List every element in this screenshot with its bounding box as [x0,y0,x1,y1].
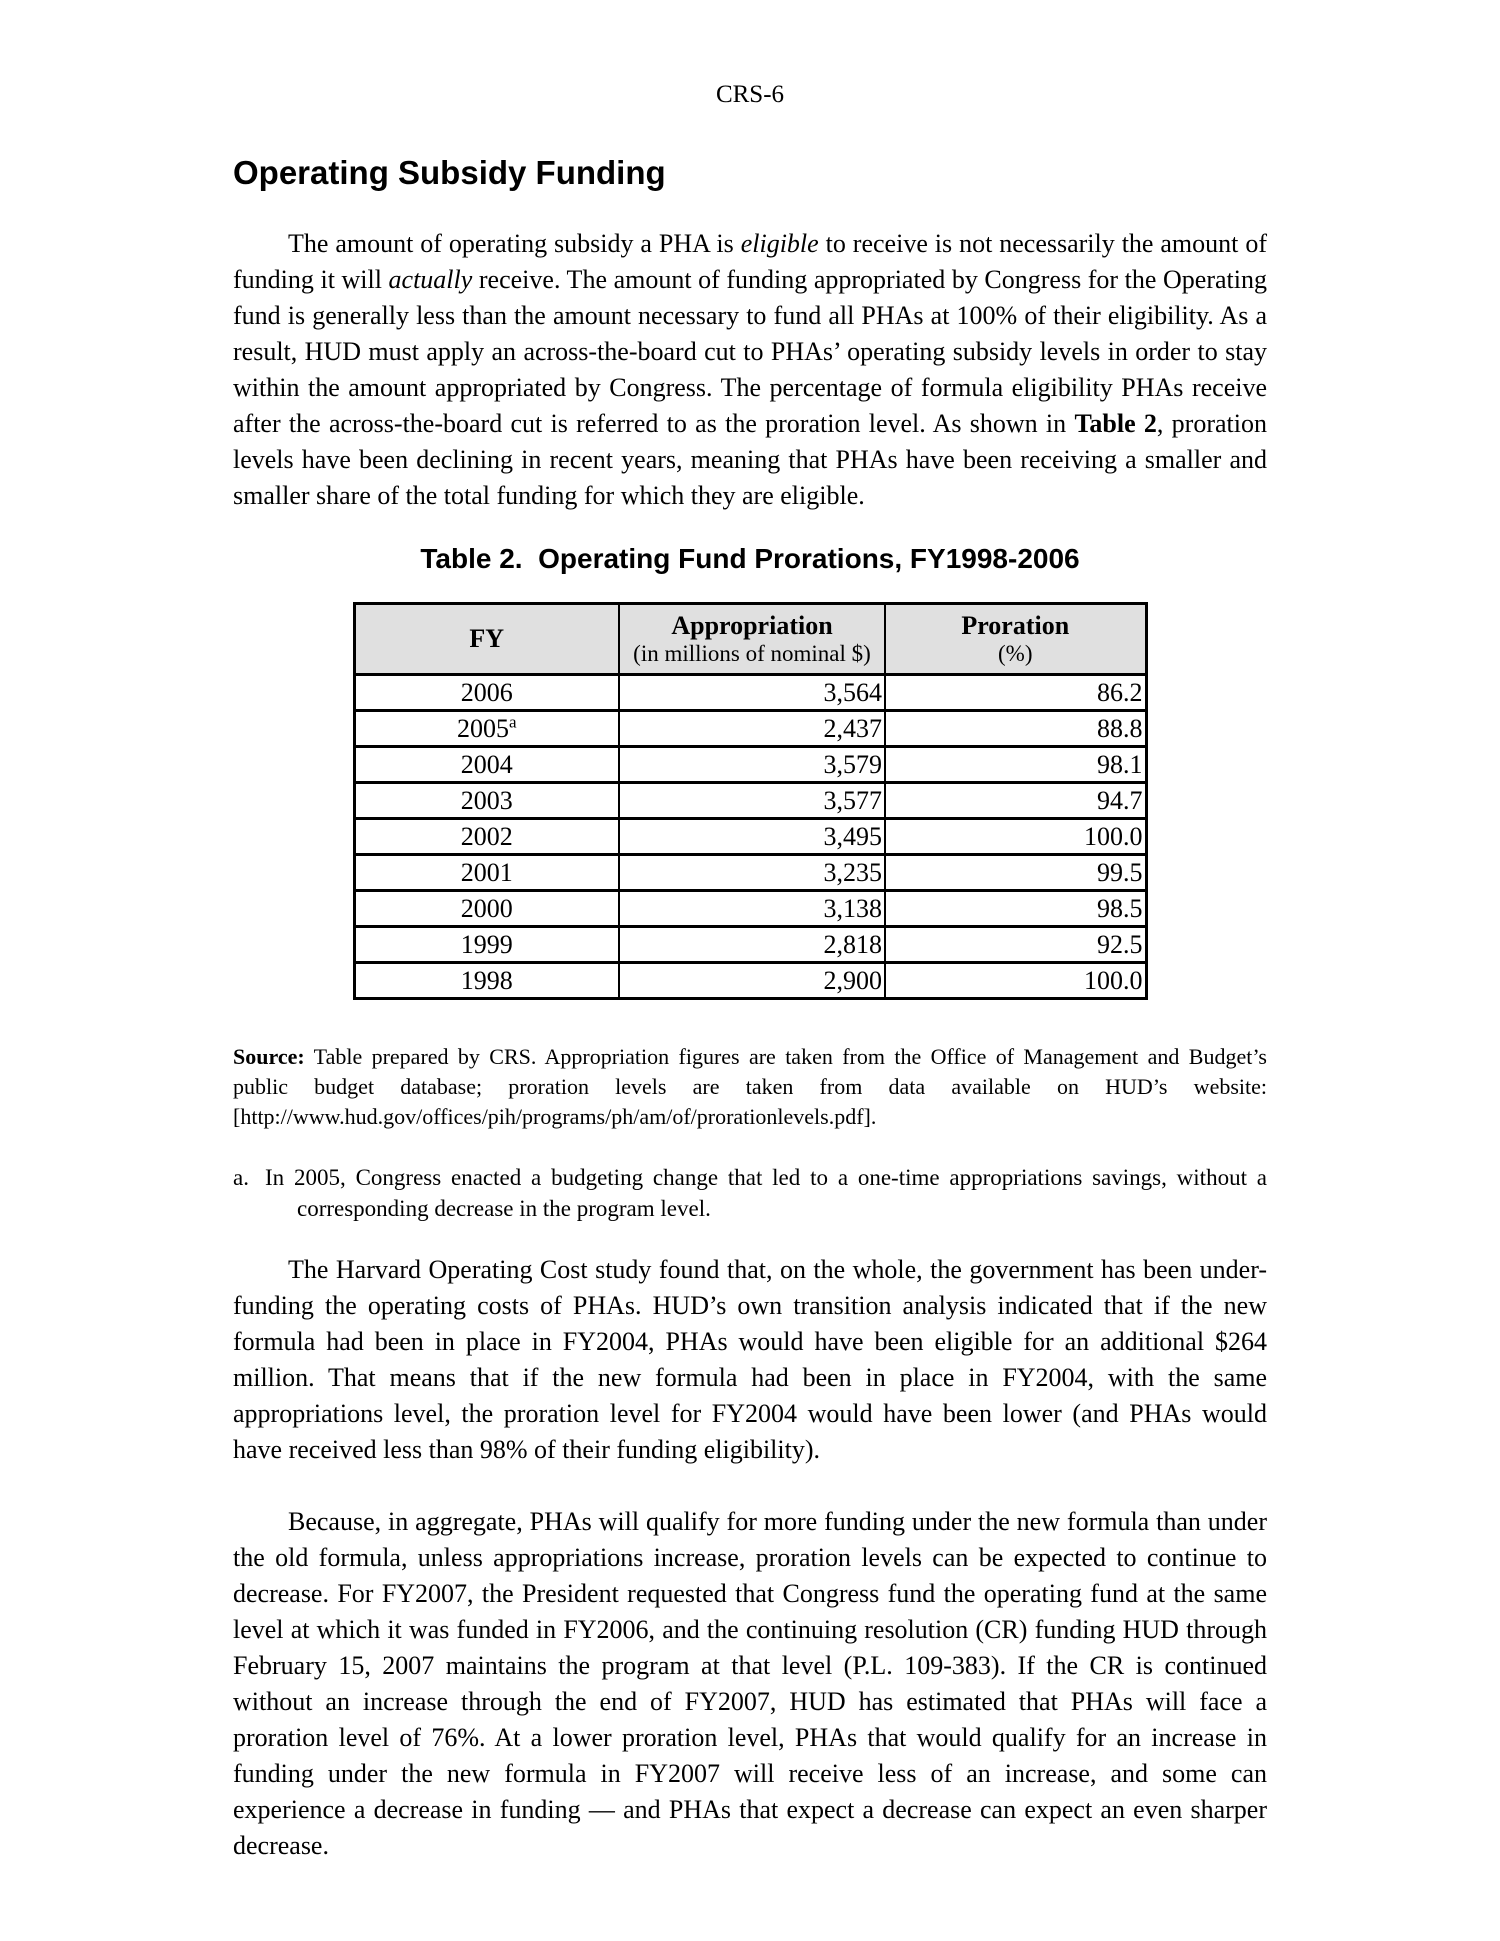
column-header-label: FY [469,624,505,653]
proration-cell: 100.0 [885,819,1146,855]
text-run-bold: Table 2 [1074,409,1157,438]
appropriation-cell: 3,579 [619,747,885,783]
source-text: Table prepared by CRS. Appropriation figures are taken from the Office of Management and Budget’s public budget database; proration levels are taken from data available on HUD’s website: [http://www.hud.gov/offices/pih/programs/ph/am/of/prorationlevels.pdf]. [233,1044,1267,1129]
table-row [354,855,1146,891]
table-row [354,747,1146,783]
table-row [354,783,1146,819]
fy-cell: 2003 [354,783,619,819]
fy-cell: 1999 [354,927,619,963]
text-run: receive. The amount of funding appropriated by Congress for the Operating fund is generally less than the amount necessary to fund all PHAs at 100% of their eligibility. As a result, HUD must apply an across-the-board cut to PHAs’ operating subsidy levels in order to stay within the amount appropriated by Congress. The percentage of formula eligibility PHAs receive after the across-the-board cut is referred to as the proration level. As shown in [233,265,1267,438]
fy-cell: 2002 [354,819,619,855]
fy-cell: 2004 [354,747,619,783]
appropriation-cell: 3,235 [619,855,885,891]
proration-cell: 99.5 [885,855,1146,891]
appropriation-cell: 2,437 [619,711,885,747]
footnote-text: In 2005, Congress enacted a budgeting change that led to a one-time appropriations savings, without a corresponding decrease in the program level. [265,1165,1267,1221]
table-row [354,711,1146,747]
column-header-subtitle: (%) [998,641,1033,666]
source-label: Source: [233,1044,305,1069]
appropriation-cell: 2,818 [619,927,885,963]
text-run-italic: actually [388,265,473,294]
fy-cell: 2006 [354,675,619,711]
fy-cell: 2000 [354,891,619,927]
paragraph-3: Because, in aggregate, PHAs will qualify for more funding under the new formula than under the old formula, unless appropriations increase, proration levels can be expected to continue to decrease. For FY2007, the President requested that Congress fund the operating fund at the same level at which it was funded in FY2006, and the continuing resolution (CR) funding HUD through February 15, 2007 maintains the program at that level (P.L. 109-383). If the CR is continued without an increase through the end of FY2007, HUD has estimated that PHAs will face a proration level of 76%. At a lower proration level, PHAs that would qualify for an increase in funding under the new formula in FY2007 will receive less of an increase, and some can experience a decrease in funding — and PHAs that expect a decrease can expect an even sharper decrease. [233,1507,1267,1860]
column-header-subtitle: (in millions of nominal $) [633,641,871,666]
column-header-label: Proration [961,611,1070,640]
source-note [233,1042,1267,1132]
proration-cell: 94.7 [885,783,1146,819]
fy-cell: 2001 [354,855,619,891]
paragraph-2: The Harvard Operating Cost study found that, on the whole, the government has been under-funding the operating costs of PHAs. HUD’s own transition analysis indicated that if the new formula had been in place in FY2004, PHAs would have been eligible for an additional $264 million. That means that if the new formula had been in place in FY2004, with the same appropriations level, the proration level for FY2004 would have been lower (and PHAs would have received less than 98% of their funding eligibility). [233,1255,1267,1464]
fy-cell: 1998 [354,963,619,999]
text-run: to receive is not necessarily the amount of funding it will [233,229,1267,294]
table-row [354,891,1146,927]
table-row [354,927,1146,963]
appropriation-cell: 3,495 [619,819,885,855]
footnote-marker: a. [233,1165,249,1190]
proration-cell: 88.8 [885,711,1146,747]
text-run: The amount of operating subsidy a PHA is [288,229,741,258]
prorations-table [353,602,1148,1000]
paragraph-1 [233,226,1267,514]
text-run-italic: eligible [740,229,819,258]
footnote-marker-sup: a [508,712,517,732]
section-title: Operating Subsidy Funding [233,154,666,191]
proration-cell: 92.5 [885,927,1146,963]
proration-cell: 86.2 [885,675,1146,711]
column-header-fy [354,604,619,675]
appropriation-cell: 3,577 [619,783,885,819]
fy-cell [354,711,619,747]
table-header-row [354,604,1146,675]
column-header-label: Appropriation [671,611,833,640]
proration-cell: 98.5 [885,891,1146,927]
appropriation-cell: 3,138 [619,891,885,927]
appropriation-cell: 3,564 [619,675,885,711]
table-row [354,963,1146,999]
proration-cell: 100.0 [885,963,1146,999]
appropriation-cell: 2,900 [619,963,885,999]
table-row [354,819,1146,855]
page-number: CRS-6 [715,81,785,108]
table-row [354,675,1146,711]
proration-cell: 98.1 [885,747,1146,783]
text-run: , proration levels have been declining in recent years, meaning that PHAs have been receiving a smaller and smaller share of the total funding for which they are eligible. [233,409,1267,510]
footnote-a [233,1162,1267,1224]
column-header-proration [885,604,1146,675]
column-header-appropriation [619,604,885,675]
table-title: Table 2. Operating Fund Prorations, FY1998-2006 [420,543,1080,574]
fy-value: 2005 [456,714,509,743]
